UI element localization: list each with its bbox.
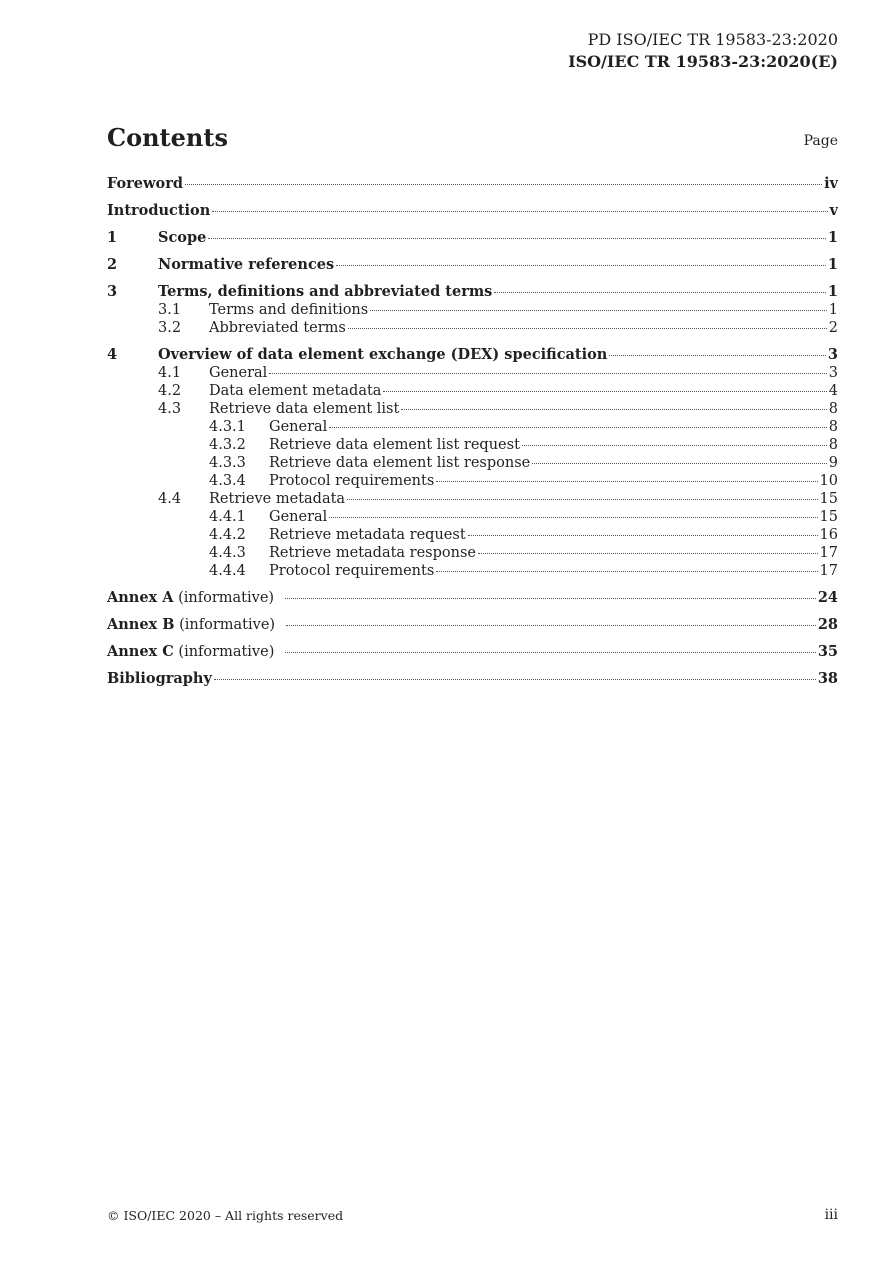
- toc-entry-title[interactable]: [107, 616, 280, 634]
- toc-entry-page: 38: [817, 670, 838, 687]
- toc-dot-leader: [329, 517, 817, 518]
- toc-entry-title[interactable]: [107, 202, 210, 220]
- toc-entry-title[interactable]: [269, 562, 434, 580]
- toc-entry-title[interactable]: [209, 319, 346, 337]
- toc-entry-title-text: Retrieve data element list response: [269, 455, 531, 471]
- toc-entry-page: 1: [827, 229, 838, 246]
- toc-entry-title-text: General: [269, 419, 328, 435]
- toc-entry[interactable]: [107, 382, 838, 400]
- toc-entry-title-text: Overview of data element exchange (DEX) specification: [158, 346, 608, 363]
- toc-entry-number: 4.2: [158, 383, 182, 399]
- toc-entry-title-text: Bibliography: [107, 670, 212, 687]
- toc-entry-title-text: Retrieve data element list request: [269, 437, 520, 453]
- toc-entry[interactable]: [107, 490, 838, 508]
- toc-dot-leader: [285, 652, 816, 653]
- toc-entry-title-text: Protocol requirements: [269, 473, 435, 489]
- toc-entry-page: 15: [819, 509, 838, 525]
- toc-entry-number: 4.4.2: [209, 527, 246, 543]
- toc-dot-leader: [185, 184, 822, 185]
- toc-entry-title[interactable]: [107, 643, 279, 661]
- toc-entry-number: 4.3.2: [209, 437, 246, 453]
- toc-entry[interactable]: [107, 616, 838, 634]
- toc-entry[interactable]: [107, 670, 838, 688]
- toc-entry-title[interactable]: [158, 229, 206, 247]
- toc-dot-leader: [212, 211, 827, 212]
- toc-entry[interactable]: [107, 454, 838, 472]
- toc-entry[interactable]: [107, 418, 838, 436]
- toc-entry-number: 3.1: [158, 302, 182, 318]
- toc-entry-title-text: General: [269, 509, 328, 525]
- page-number: iii: [824, 1207, 838, 1223]
- toc-entry-title[interactable]: [269, 436, 520, 454]
- toc-dot-leader: [522, 445, 827, 446]
- toc-dot-leader: [286, 625, 816, 626]
- toc-entry-page: 9: [828, 455, 838, 471]
- toc-entry-page: 10: [819, 473, 838, 489]
- toc-entry-number: 1: [107, 229, 118, 246]
- toc-entry-annex-type: (informative): [173, 590, 279, 606]
- toc-entry-title[interactable]: [269, 454, 530, 472]
- toc-entry-title-text: Retrieve metadata response: [269, 545, 476, 561]
- toc-entry-number: 4.3: [158, 401, 182, 417]
- toc-entry-title[interactable]: [107, 670, 212, 688]
- toc-entry[interactable]: [107, 544, 838, 562]
- toc-entry-title-text: Abbreviated terms: [209, 320, 346, 336]
- header-standard-id: PD ISO/IEC TR 19583-23:2020: [587, 30, 838, 49]
- toc-entry-title[interactable]: [269, 544, 476, 562]
- toc-entry-page: 28: [817, 616, 838, 633]
- toc-entry[interactable]: [107, 400, 838, 418]
- toc-entry-title-text: Retrieve data element list: [209, 401, 400, 417]
- toc-entry[interactable]: [107, 436, 838, 454]
- toc-entry-number: 4.4.4: [209, 563, 246, 579]
- toc-entry[interactable]: [107, 319, 838, 337]
- toc-entry-page: 17: [819, 563, 838, 579]
- toc-entry-page: 35: [817, 643, 838, 660]
- toc-entry-number: 3.2: [158, 320, 182, 336]
- toc-entry-number: 4.3.3: [209, 455, 246, 471]
- toc-entry[interactable]: [107, 175, 838, 193]
- toc-entry-page: v: [829, 202, 838, 219]
- toc-dot-leader: [436, 481, 817, 482]
- toc-entry[interactable]: [107, 346, 838, 364]
- page-title: Contents: [107, 123, 228, 152]
- toc-entry-page: 16: [819, 527, 838, 543]
- toc-entry-number: 3: [107, 283, 118, 300]
- toc-entry-title[interactable]: [209, 382, 381, 400]
- toc-entry-number: 4.4.1: [209, 509, 246, 525]
- toc-entry-page: 1: [827, 283, 838, 300]
- toc-entry-title[interactable]: [158, 346, 607, 364]
- toc-entry-page: 3: [827, 346, 838, 363]
- toc-entry[interactable]: [107, 301, 838, 319]
- toc-entry-title[interactable]: [107, 589, 279, 607]
- toc-entry-number: 4.1: [158, 365, 182, 381]
- toc-dot-leader: [401, 409, 826, 410]
- toc-entry-number: 4.4.3: [209, 545, 246, 561]
- toc-entry-title-text: Terms, definitions and abbreviated terms: [158, 283, 493, 300]
- toc-entry-title-text: Normative references: [158, 256, 335, 273]
- toc-entry-title[interactable]: [209, 364, 267, 382]
- toc-entry-title-text: Retrieve metadata: [209, 491, 346, 507]
- toc-entry-page: 1: [828, 302, 838, 318]
- toc-dot-leader: [269, 373, 826, 374]
- page-column-label: Page: [803, 133, 838, 149]
- toc-entry[interactable]: [107, 643, 838, 661]
- toc-dot-leader: [532, 463, 827, 464]
- toc-entry-title-text: Annex C: [107, 643, 174, 660]
- toc-dot-leader: [347, 499, 817, 500]
- toc-entry[interactable]: [107, 562, 838, 580]
- toc-entry-page: iv: [824, 175, 838, 192]
- toc-entry[interactable]: [107, 526, 838, 544]
- toc-entry-page: 8: [828, 401, 838, 417]
- toc-dot-leader: [214, 679, 816, 680]
- toc-entry-title[interactable]: [209, 400, 399, 418]
- toc-dot-leader: [348, 328, 827, 329]
- toc-dot-leader: [468, 535, 818, 536]
- toc-entry-page: 1: [827, 256, 838, 273]
- toc-dot-leader: [436, 571, 817, 572]
- toc-entry-title-text: Terms and definitions: [209, 302, 369, 318]
- toc-entry-number: 4: [107, 346, 118, 363]
- toc-entry-page: 3: [828, 365, 838, 381]
- toc-entry-title[interactable]: [269, 472, 434, 490]
- copyright-notice: © ISO/IEC 2020 – All rights reserved: [107, 1208, 344, 1223]
- toc-entry-title-text: Annex A: [107, 589, 174, 606]
- toc-entry-title[interactable]: [209, 490, 345, 508]
- toc-entry-title-text: Introduction: [107, 202, 211, 219]
- toc-entry-number: 4.3.4: [209, 473, 246, 489]
- toc-entry-title-text: Scope: [158, 229, 207, 246]
- header-document-id: ISO/IEC TR 19583-23:2020(E): [568, 52, 838, 71]
- toc-entry-title-text: General: [209, 365, 268, 381]
- toc-entry[interactable]: [107, 283, 838, 301]
- toc-dot-leader: [478, 553, 818, 554]
- toc-entry-title-text: Annex B: [107, 616, 175, 633]
- toc-dot-leader: [370, 310, 827, 311]
- toc-entry-page: 17: [819, 545, 838, 561]
- toc-dot-leader: [329, 427, 826, 428]
- toc-entry[interactable]: [107, 229, 838, 247]
- toc-entry-title[interactable]: [269, 526, 466, 544]
- toc-entry-number: 4.4: [158, 491, 182, 507]
- toc-entry-annex-type: (informative): [173, 644, 279, 660]
- toc-entry-page: 24: [817, 589, 838, 606]
- toc-entry-title[interactable]: [158, 283, 492, 301]
- toc-entry[interactable]: [107, 364, 838, 382]
- toc-dot-leader: [336, 265, 826, 266]
- toc-dot-leader: [208, 238, 826, 239]
- toc-entry[interactable]: [107, 472, 838, 490]
- toc-entry[interactable]: [107, 589, 838, 607]
- toc-dot-leader: [494, 292, 826, 293]
- toc-entry-page: 2: [828, 320, 838, 336]
- toc-entry-title[interactable]: [158, 256, 334, 274]
- toc-entry[interactable]: [107, 508, 838, 526]
- toc-entry-page: 8: [828, 437, 838, 453]
- toc-entry-page: 4: [828, 383, 838, 399]
- toc-entry-page: 8: [828, 419, 838, 435]
- toc-entry-number: 2: [107, 256, 118, 273]
- toc-entry-title[interactable]: [107, 175, 183, 193]
- toc-entry-annex-type: (informative): [174, 617, 280, 633]
- toc-dot-leader: [609, 355, 826, 356]
- toc-entry-number: 4.3.1: [209, 419, 246, 435]
- toc-entry[interactable]: [107, 256, 838, 274]
- toc-entry-title[interactable]: [269, 418, 327, 436]
- toc-entry-title[interactable]: [269, 508, 327, 526]
- toc-dot-leader: [285, 598, 816, 599]
- toc-entry-title-text: Protocol requirements: [269, 563, 435, 579]
- toc-entry-title-text: Foreword: [107, 175, 183, 192]
- toc-entry-title-text: Data element metadata: [209, 383, 382, 399]
- toc-entry-title[interactable]: [209, 301, 368, 319]
- toc-entry-title-text: Retrieve metadata request: [269, 527, 466, 543]
- toc-entry[interactable]: [107, 202, 838, 220]
- toc-dot-leader: [383, 391, 826, 392]
- toc-entry-page: 15: [819, 491, 838, 507]
